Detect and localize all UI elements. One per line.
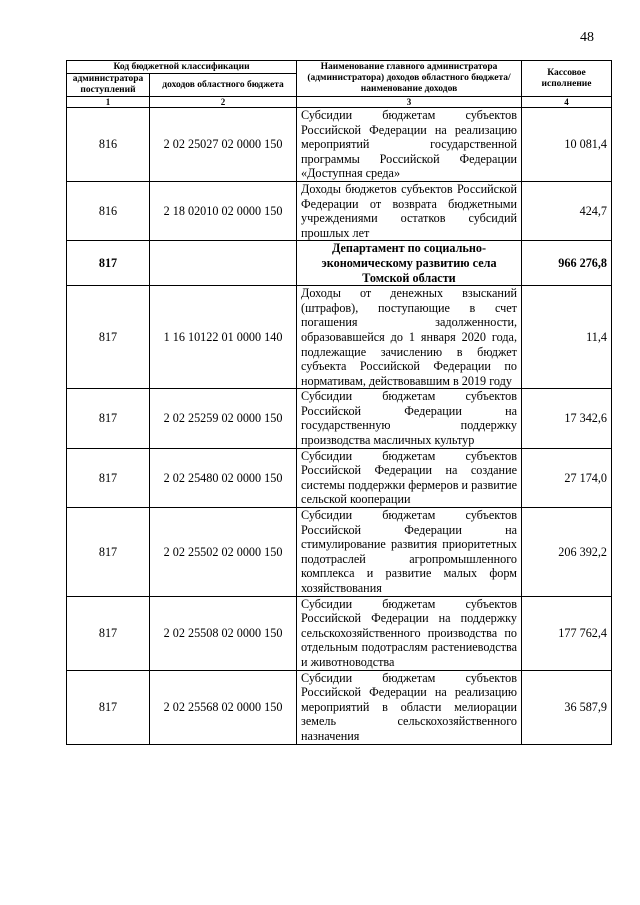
income-code: 1 16 10122 01 0000 140: [150, 286, 297, 389]
header-num-1: 1: [67, 97, 150, 108]
amount: 206 392,2: [522, 508, 612, 597]
header-amount: Кассовое исполнение: [522, 61, 612, 97]
income-name: Субсидии бюджетам субъектов Российской Федерации на стимулирование развития приоритетных подотраслей агропромышленного комплекса и развитие малых форм хозяйствования: [297, 508, 522, 597]
income-code: 2 02 25027 02 0000 150: [150, 108, 297, 182]
budget-revenue-table: [66, 60, 612, 745]
income-code: 2 02 25259 02 0000 150: [150, 389, 297, 448]
table-row: [67, 670, 612, 744]
header-num-4: 4: [522, 97, 612, 108]
admin-code: 817: [67, 670, 150, 744]
amount: 36 587,9: [522, 670, 612, 744]
admin-code: 817: [67, 241, 150, 286]
amount: 17 342,6: [522, 389, 612, 448]
income-code: 2 18 02010 02 0000 150: [150, 181, 297, 240]
header-code-group: Код бюджетной классификации: [67, 61, 297, 74]
income-code: 2 02 25502 02 0000 150: [150, 508, 297, 597]
header-num-3: 3: [297, 97, 522, 108]
department-total: 966 276,8: [522, 241, 612, 286]
table-row: [67, 181, 612, 240]
amount: 10 081,4: [522, 108, 612, 182]
admin-code: 816: [67, 108, 150, 182]
table-row: [67, 389, 612, 448]
income-code: 2 02 25480 02 0000 150: [150, 448, 297, 507]
table-row: [67, 108, 612, 182]
admin-code: 817: [67, 389, 150, 448]
admin-code: 817: [67, 448, 150, 507]
admin-code: 817: [67, 508, 150, 597]
income-name: Доходы бюджетов субъектов Российской Федерации от возврата бюджетными учреждениями остатков субсидий прошлых лет: [297, 181, 522, 240]
amount: 11,4: [522, 286, 612, 389]
income-code: 2 02 25508 02 0000 150: [150, 596, 297, 670]
amount: 424,7: [522, 181, 612, 240]
income-name: Субсидии бюджетам субъектов Российской Федерации на реализацию мероприятий государственной программы Российской Федерации «Доступная среда»: [297, 108, 522, 182]
income-code: [150, 241, 297, 286]
admin-code: 816: [67, 181, 150, 240]
income-code: 2 02 25568 02 0000 150: [150, 670, 297, 744]
page-number: 48: [580, 30, 594, 45]
table-row: [67, 596, 612, 670]
header-name: Наименование главного администратора (администратора) доходов областного бюджета/ наименование доходов: [297, 61, 522, 97]
amount: 177 762,4: [522, 596, 612, 670]
header-income-code: доходов областного бюджета: [150, 74, 297, 97]
amount: 27 174,0: [522, 448, 612, 507]
income-name: Доходы от денежных взысканий (штрафов), поступающие в счет погашения задолженности, образовавшейся до 1 января 2020 года, подлежащие зачислению в бюджет субъекта Российской Федерации по нормативам, действовавшим в 2019 году: [297, 286, 522, 389]
admin-code: 817: [67, 286, 150, 389]
table-row: [67, 286, 612, 389]
income-name: Субсидии бюджетам субъектов Российской Федерации на реализацию мероприятий в области мелиорации земель сельскохозяйственного назначения: [297, 670, 522, 744]
department-name: Департамент по социально-экономическому развитию села Томской области: [297, 241, 522, 286]
income-name: Субсидии бюджетам субъектов Российской Федерации на создание системы поддержки фермеров и развитие сельской кооперации: [297, 448, 522, 507]
header-num-2: 2: [150, 97, 297, 108]
header-admin: администратора поступлений: [67, 74, 150, 97]
table-row: [67, 448, 612, 507]
income-name: Субсидии бюджетам субъектов Российской Федерации на государственную поддержку производства масличных культур: [297, 389, 522, 448]
admin-code: 817: [67, 596, 150, 670]
table-row: [67, 508, 612, 597]
income-name: Субсидии бюджетам субъектов Российской Федерации на поддержку сельскохозяйственного производства по отдельным подотраслям растениеводства и животноводства: [297, 596, 522, 670]
department-row: [67, 241, 612, 286]
